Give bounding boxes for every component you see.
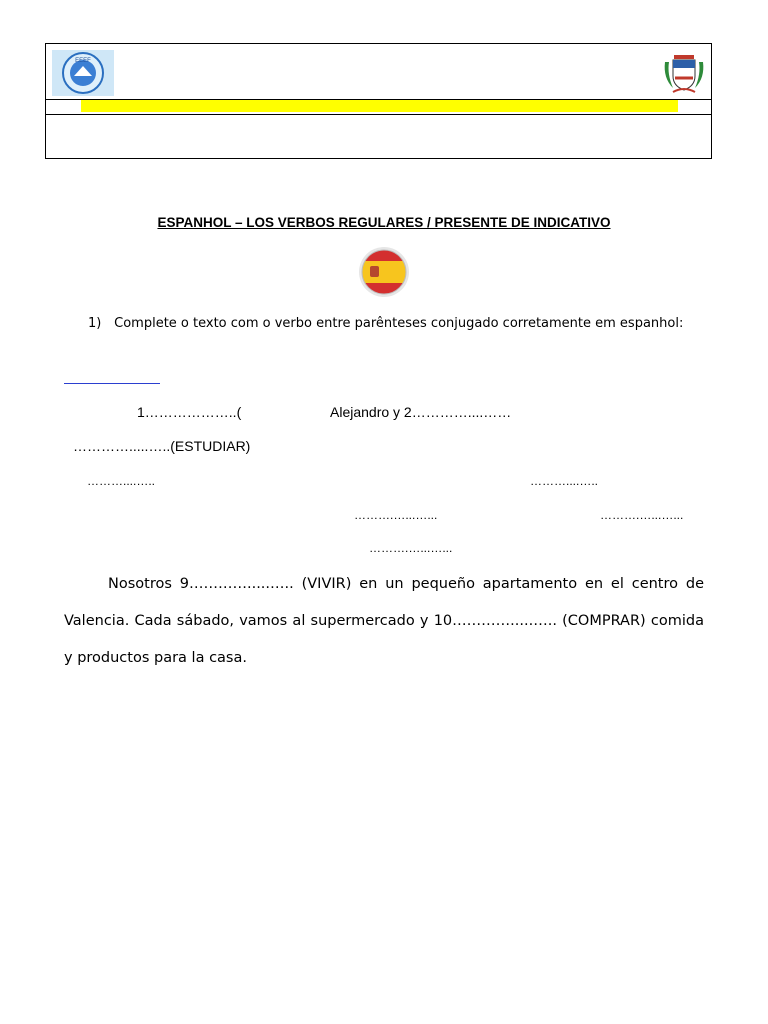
blank-5: ………....….. [530, 474, 599, 488]
question-1 [88, 316, 683, 331]
exercise-paragraph: Nosotros 9………….....….. (VIVIR) en un pequeño apartamento en el centro de Valencia. Cada sábado, vamos al supermercado y 10………….....….. (COMPRAR) comida y productos para la casa. [64, 576, 704, 666]
blank-1: 1………………..( [137, 404, 242, 420]
school-logo [52, 50, 114, 96]
svg-text:EEEF: EEEF [75, 58, 91, 64]
page-title: ESPANHOL – LOS VERBOS REGULARES / PRESENTE DE INDICATIVO [157, 215, 611, 230]
header-table [45, 43, 712, 159]
blank-2: Alejandro y 2…………....…… [330, 404, 512, 420]
question-number: 1) [88, 316, 102, 331]
spain-flag-icon [358, 246, 410, 298]
question-text: Complete o texto com o verbo entre parênteses conjugado corretamente em espanhol: [114, 316, 684, 331]
blank-8: ……….…...…... [369, 541, 453, 555]
state-coat-of-arms [661, 52, 707, 94]
blank-6: ……….…...…... [354, 508, 438, 522]
link-underline[interactable] [64, 383, 160, 384]
header-logo-row [46, 44, 711, 100]
header-yellow-row [46, 99, 711, 115]
blank-4: ………....….. [87, 474, 156, 488]
blank-7: ……….…...…... [600, 508, 684, 522]
blank-3: ………….....…..(ESTUDIAR) [73, 438, 251, 454]
highlight-bar [81, 100, 678, 112]
